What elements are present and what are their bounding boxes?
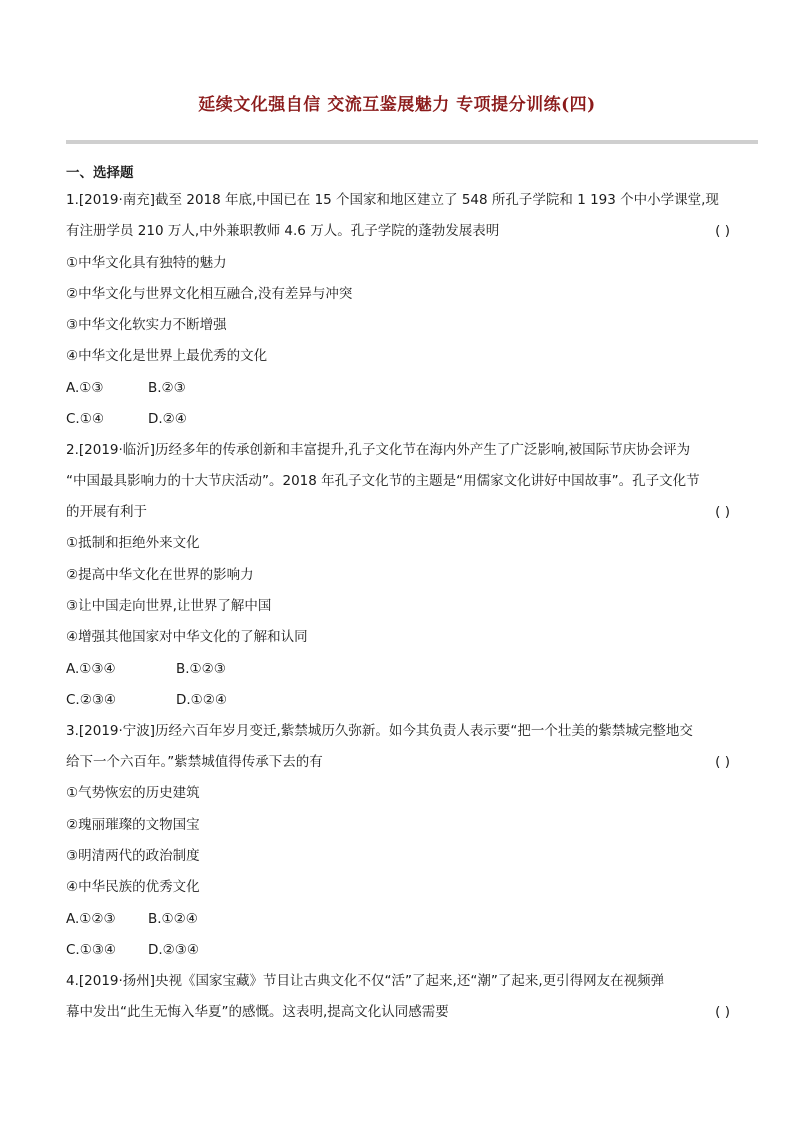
- q2-option-a: A.①③④: [66, 661, 116, 677]
- q3-statement-2: ②瑰丽璀璨的文物国宝: [66, 817, 200, 833]
- q2-stem-line-1: 2.[2019·临沂]历经多年的传承创新和丰富提升,孔子文化节在海内外产生了广泛影响,被国际节庆协会评为: [66, 442, 691, 458]
- q2-stem-line-2: “中国最具影响力的十大节庆活动”。2018 年孔子文化节的主题是“用儒家文化讲好中国故事”。孔子文化节: [66, 473, 700, 489]
- q4-stem-line-1: 4.[2019·扬州]央视《国家宝藏》节目让古典文化不仅“活”了起来,还“潮”了起来,更引得网友在视频弹: [66, 973, 665, 989]
- q3-option-d: D.②③④: [148, 942, 199, 958]
- q3-option-c: C.①③④: [66, 942, 117, 958]
- q3-stem-line-2: 给下一个六百年。”紫禁城值得传承下去的有: [66, 754, 323, 770]
- page-title: 延续文化强自信 交流互鉴展魅力 专项提分训练(四): [198, 95, 596, 115]
- q1-option-a: A.①③: [66, 380, 104, 396]
- q4-answer-blank: ( ): [715, 1004, 730, 1020]
- q2-option-d: D.①②④: [176, 692, 227, 708]
- q2-option-c: C.②③④: [66, 692, 117, 708]
- q2-statement-2: ②提高中华文化在世界的影响力: [66, 567, 254, 583]
- q2-statement-1: ①抵制和拒绝外来文化: [66, 535, 200, 551]
- q1-statement-2: ②中华文化与世界文化相互融合,没有差异与冲突: [66, 286, 353, 302]
- q3-statement-1: ①气势恢宏的历史建筑: [66, 785, 200, 801]
- q3-stem-line-1: 3.[2019·宁波]历经六百年岁月变迁,紫禁城历久弥新。如今其负责人表示要“把一个壮美的紫禁城完整地交: [66, 723, 693, 739]
- q1-statement-3: ③中华文化软实力不断增强: [66, 317, 227, 333]
- q1-option-d: D.②④: [148, 411, 187, 427]
- q2-stem-line-3: 的开展有利于: [66, 504, 147, 520]
- q3-option-b: B.①②④: [148, 911, 198, 927]
- q4-stem-line-2: 幕中发出“此生无悔入华夏”的感慨。这表明,提高文化认同感需要: [66, 1004, 449, 1020]
- q2-option-b: B.①②③: [176, 661, 226, 677]
- q1-stem-line-2: 有注册学员 210 万人,中外兼职教师 4.6 万人。孔子学院的蓬勃发展表明: [66, 223, 500, 239]
- q2-answer-blank: ( ): [715, 504, 730, 520]
- q3-statement-3: ③明清两代的政治制度: [66, 848, 200, 864]
- q2-statement-3: ③让中国走向世界,让世界了解中国: [66, 598, 272, 614]
- q3-statement-4: ④中华民族的优秀文化: [66, 879, 200, 895]
- q1-answer-blank: ( ): [715, 223, 730, 239]
- section-heading: 一、选择题: [66, 165, 134, 181]
- q1-stem-line-1: 1.[2019·南充]截至 2018 年底,中国已在 15 个国家和地区建立了 548 所孔子学院和 1 193 个中小学课堂,现: [66, 192, 719, 208]
- q1-statement-1: ①中华文化具有独特的魅力: [66, 255, 227, 271]
- q1-statement-4: ④中华文化是世界上最优秀的文化: [66, 348, 268, 364]
- q3-option-a: A.①②③: [66, 911, 116, 927]
- q1-option-b: B.②③: [148, 380, 186, 396]
- q2-statement-4: ④增强其他国家对中华文化的了解和认同: [66, 629, 308, 645]
- q3-answer-blank: ( ): [715, 754, 730, 770]
- title-divider: [66, 140, 758, 144]
- q1-option-c: C.①④: [66, 411, 104, 427]
